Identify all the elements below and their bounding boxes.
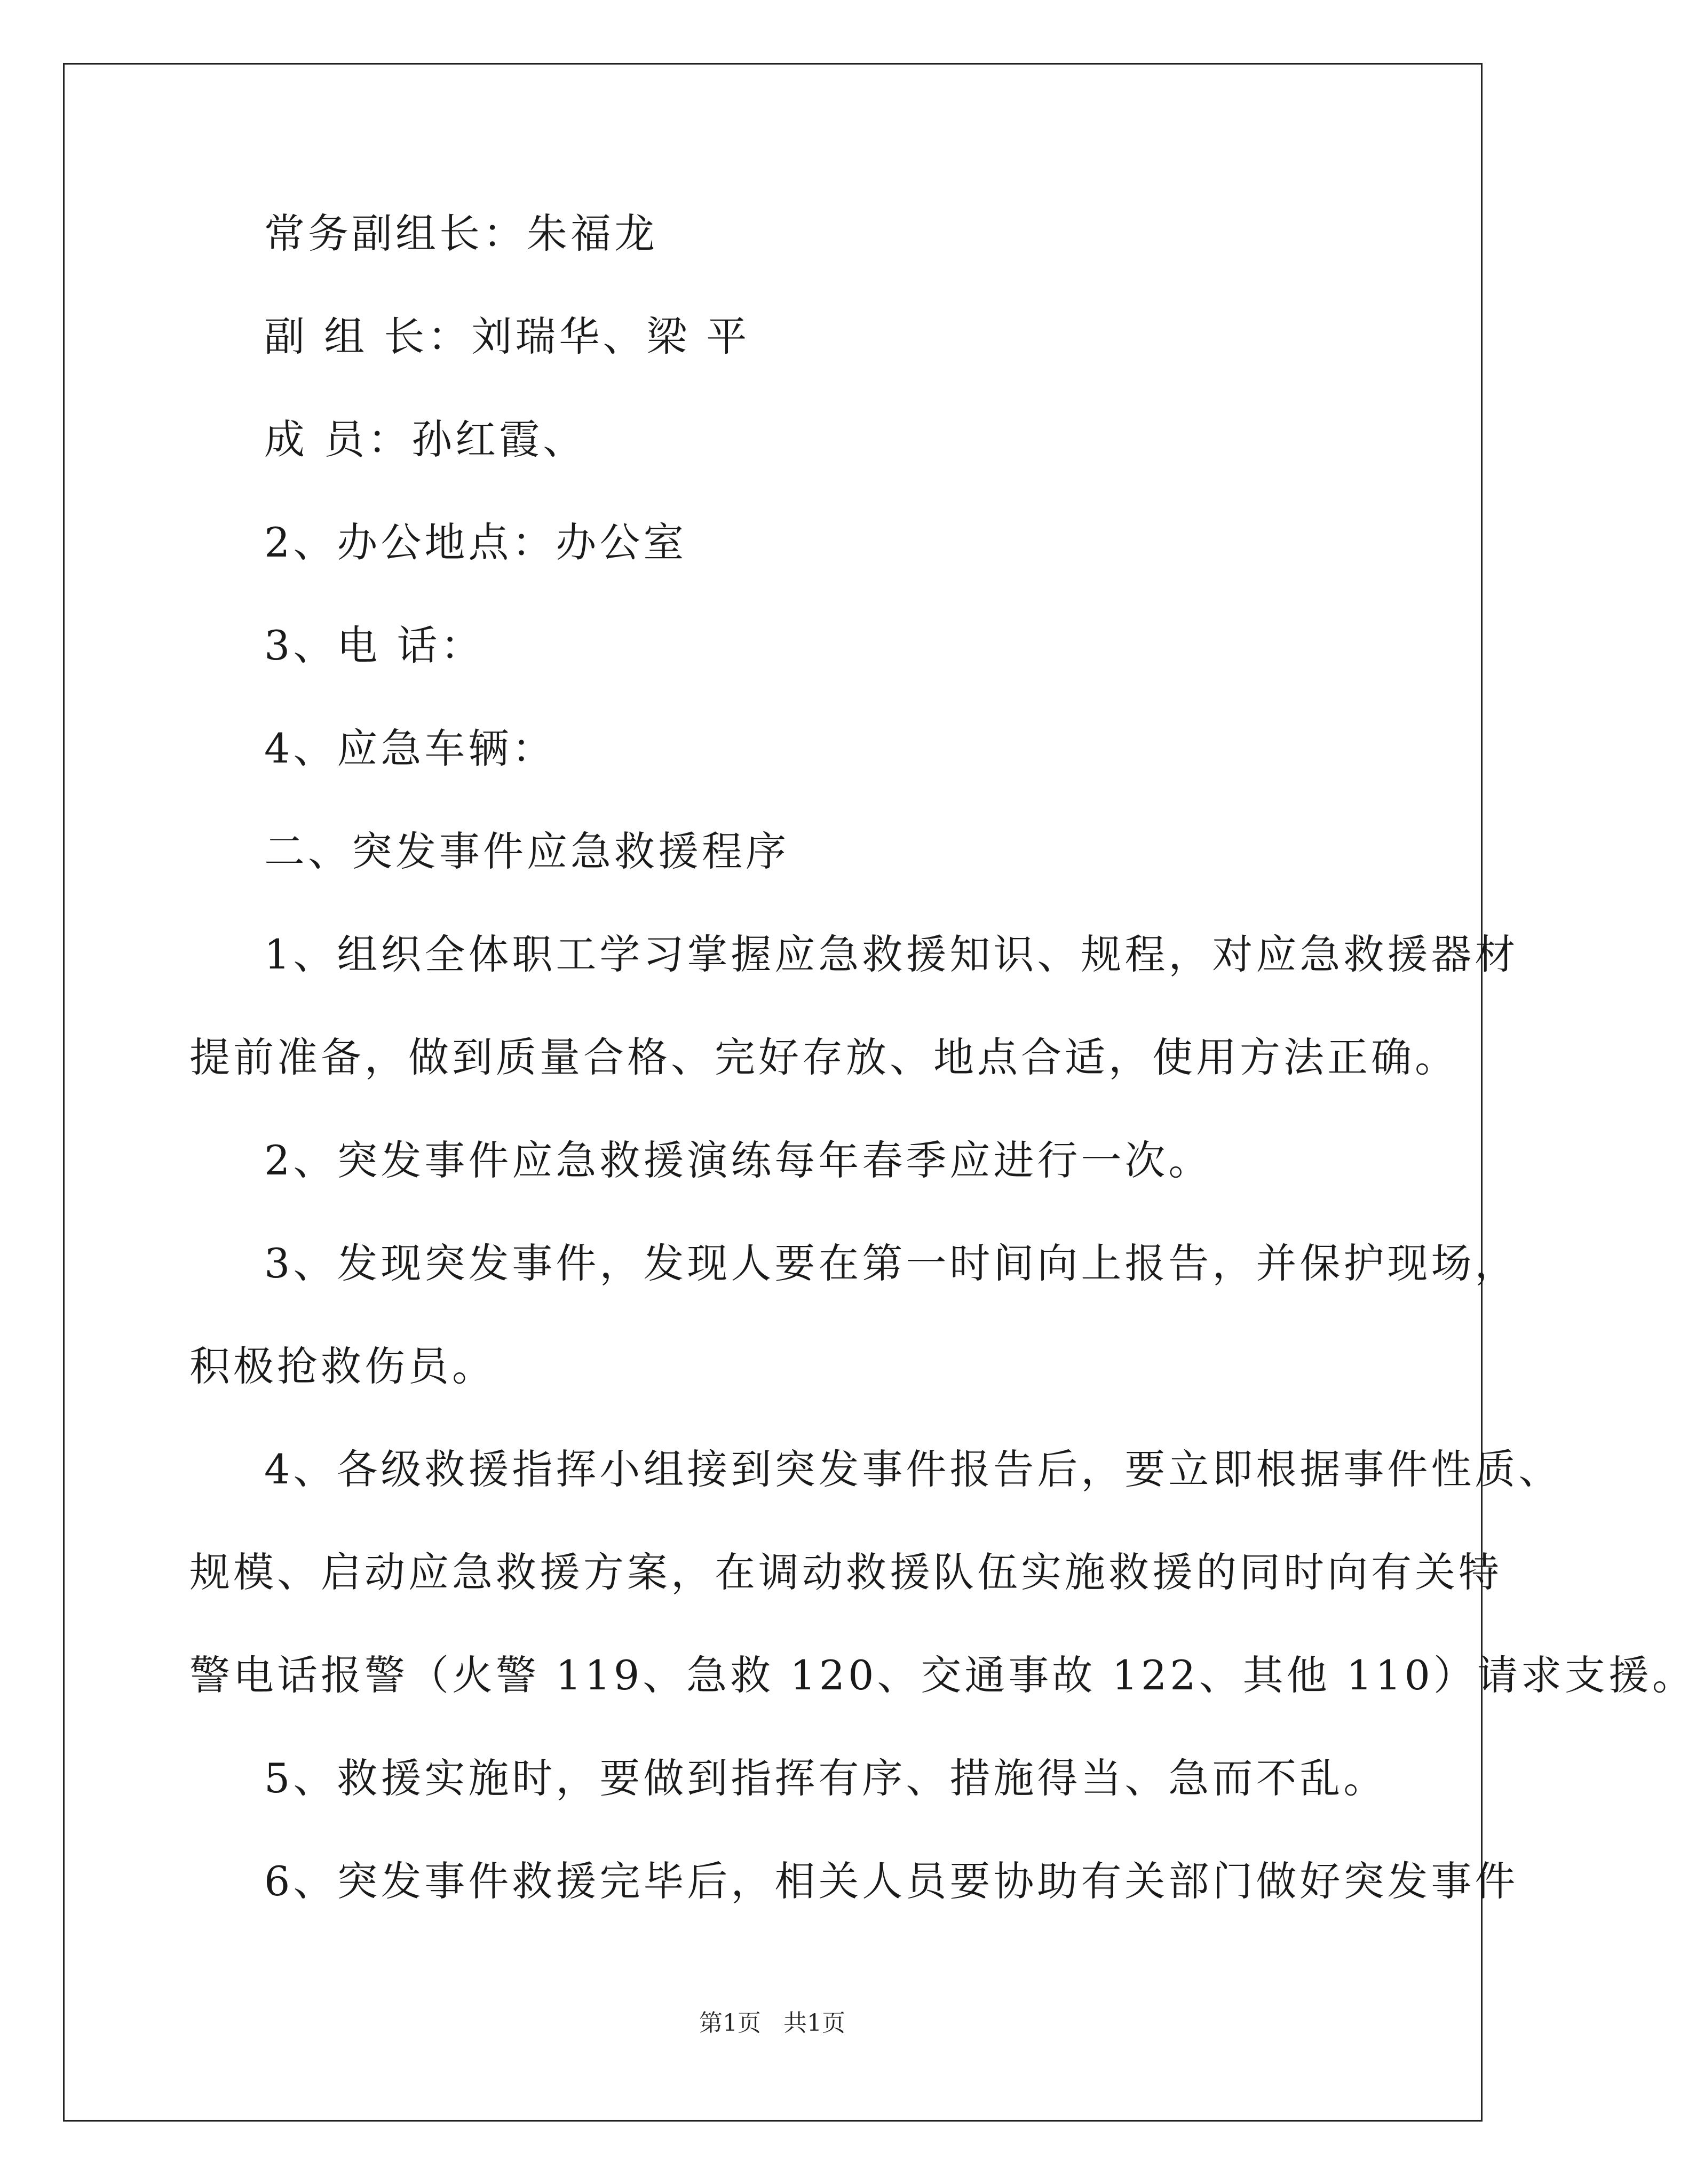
text-line: 2、突发事件应急救援演练每年春季应进行一次。 [264, 1137, 1212, 1184]
text-line: 4、应急车辆： [264, 725, 556, 772]
text-line: 成 员：孙红霞、 [264, 416, 587, 463]
text-line: 警电话报警（火警 119、急救 120、交通事故 122、其他 110）请求支援。 [189, 1651, 1696, 1699]
text-line: 规模、启动应急救援方案，在调动救援队伍实施救援的同时向有关特 [189, 1548, 1502, 1596]
text-line: 5、救援实施时，要做到指挥有序、措施得当、急而不乱。 [264, 1754, 1388, 1802]
text-line: 常务副组长：朱福龙 [264, 210, 658, 257]
text-line: 3、电 话： [264, 622, 485, 669]
text-line: 副 组 长：刘瑞华、梁 平 [264, 313, 750, 360]
text-line: 1、组织全体职工学习掌握应急救援知识、规程，对应急救援器材 [264, 931, 1519, 978]
text-line: 提前准备，做到质量合格、完好存放、地点合适，使用方法正确。 [189, 1034, 1459, 1081]
text-line: 4、各级救援指挥小组接到突发事件报告后，要立即根据事件性质、 [264, 1446, 1563, 1493]
text-line: 2、办公地点：办公室 [264, 519, 687, 566]
text-line: 积极抢救伤员。 [189, 1343, 496, 1390]
text-line: 6、突发事件救援完毕后，相关人员要协助有关部门做好突发事件 [264, 1857, 1519, 1905]
text-line: 3、发现突发事件，发现人要在第一时间向上报告，并保护现场， [264, 1240, 1519, 1287]
page-number-footer: 第1页 共1页 [699, 2010, 845, 2037]
page-border [63, 63, 1483, 2122]
text-line: 二、突发事件应急救援程序 [264, 828, 789, 875]
